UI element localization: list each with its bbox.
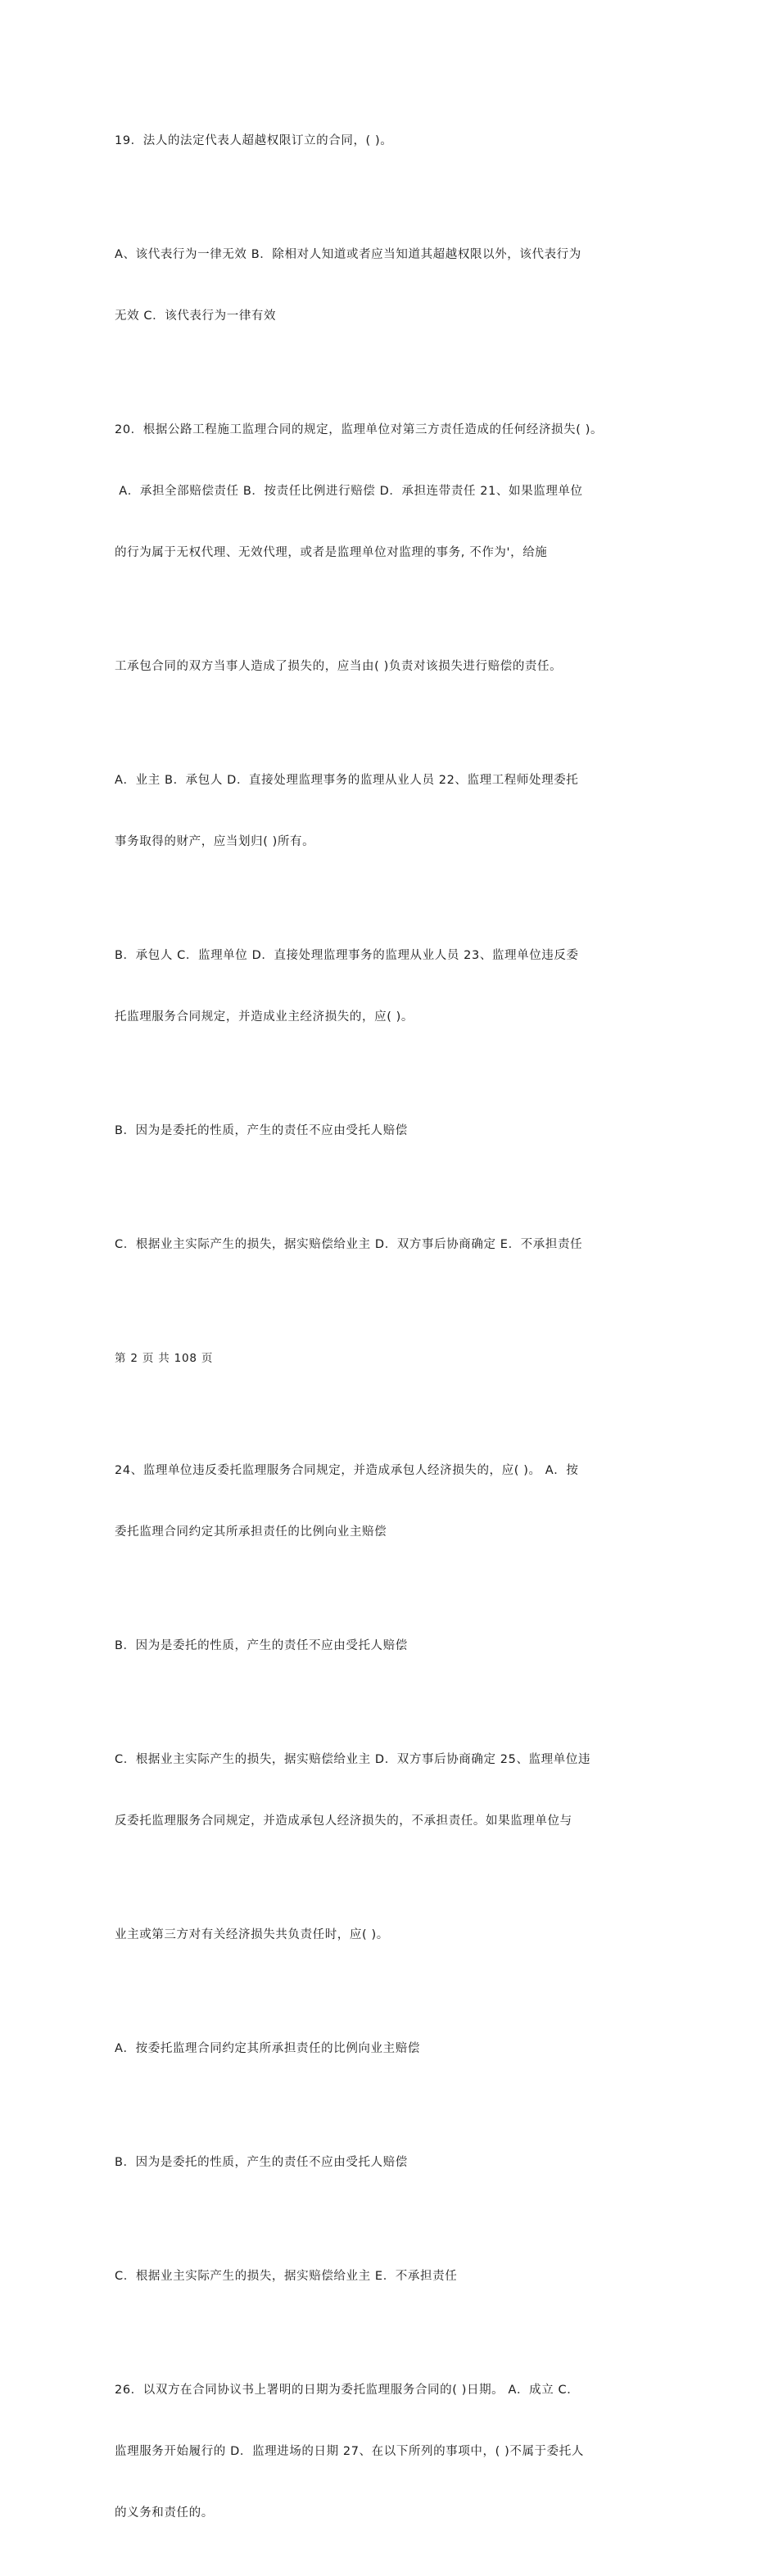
question-21-continued — [115, 616, 680, 718]
text-line: 的行为属于无权代理、无效代理，或者是监理单位对监理的事务, 不作为'，给施 — [115, 546, 548, 559]
text-line: 26．以双方在合同协议书上署明的日期为委托监理服务合同的( )日期。 A．成立 C． — [115, 2384, 580, 2397]
text-line: 无效 C．该代表行为一律有效 — [115, 310, 277, 323]
text-line: B．因为是委托的性质，产生的责任不应由受托人赔偿 — [115, 1124, 408, 1137]
options-25-c-e — [115, 2226, 680, 2328]
text-line: C．根据业主实际产生的损失，据实赔偿给业主 D．双方事后协商确定 25、监理单位违 — [115, 1753, 591, 1766]
text-line: 工承包合同的双方当事人造成了损失的，应当由( )负责对该损失进行赔偿的责任。 — [115, 660, 563, 673]
question-25-continued — [115, 1884, 680, 1986]
option-25-b — [115, 2112, 680, 2214]
text-line: 反委托监理服务合同规定，并造成承包人经济损失的，不承担责任。如果监理单位与 — [115, 1814, 572, 1828]
page-footer — [115, 1308, 680, 1410]
question-26-27 — [115, 2339, 680, 2565]
text-line: A．业主 B．承包人 D．直接处理监理事务的监理从业人员 22、监理工程师处理委托 — [115, 774, 579, 787]
text-line: 19．法人的法定代表人超越权限订立的合同，( )。 — [115, 134, 393, 147]
text-line: A、该代表行为一律无效 B．除相对人知道或者应当知道其超越权限以外，该代表行为 — [115, 248, 581, 261]
text-line: A．承担全部赔偿责任 B．按责任比例进行赔偿 D．承担连带责任 21、如果监理单位 — [115, 485, 583, 498]
document-page — [115, 90, 680, 2576]
option-25-a — [115, 1998, 680, 2100]
page-number: 第 2 页 共 108 页 — [115, 1352, 214, 1365]
text-line: 的义务和责任的。 — [115, 2506, 214, 2520]
text-line: 24、监理单位违反委托监理服务合同规定，并造成承包人经济损失的，应( )。 A．按 — [115, 1464, 579, 1477]
text-line: 委托监理合同约定其所承担责任的比例向业主赔偿 — [115, 1525, 387, 1539]
options-19 — [115, 204, 680, 368]
question-24 — [115, 1420, 680, 1584]
option-23-b — [115, 1080, 680, 1182]
text-line: 监理服务开始履行的 D．监理进场的日期 27、在以下所列的事项中，( )不属于委托人 — [115, 2445, 584, 2458]
text-line: 托监理服务合同规定，并造成业主经济损失的，应( )。 — [115, 1010, 414, 1024]
text-line: A．按委托监理合同约定其所承担责任的比例向业主赔偿 — [115, 2042, 420, 2055]
text-line: 业主或第三方对有关经济损失共负责任时，应( )。 — [115, 1928, 389, 1941]
question-20-21 — [115, 379, 680, 604]
text-line: 事务取得的财产，应当划归( )所有。 — [115, 835, 315, 848]
text-line: 20．根据公路工程施工监理合同的规定，监理单位对第三方责任造成的任何经济损失( )。 — [115, 423, 604, 436]
options-21-question-22 — [115, 730, 680, 893]
text-line: B．因为是委托的性质，产生的责任不应由受托人赔偿 — [115, 1639, 408, 1652]
text-line: B．承包人 C．监理单位 D．直接处理监理事务的监理从业人员 23、监理单位违反委 — [115, 949, 579, 962]
question-19 — [115, 90, 680, 192]
text-line: C．根据业主实际产生的损失，据实赔偿给业主 D．双方事后协商确定 E．不承担责任 — [115, 1238, 583, 1251]
option-24-b — [115, 1595, 680, 1697]
text-line: C．根据业主实际产生的损失，据实赔偿给业主 E．不承担责任 — [115, 2270, 458, 2283]
options-23-c-d-e — [115, 1194, 680, 1296]
options-22-question-23 — [115, 905, 680, 1069]
options-24-question-25 — [115, 1709, 680, 1873]
text-line: B．因为是委托的性质，产生的责任不应由受托人赔偿 — [115, 2156, 408, 2169]
